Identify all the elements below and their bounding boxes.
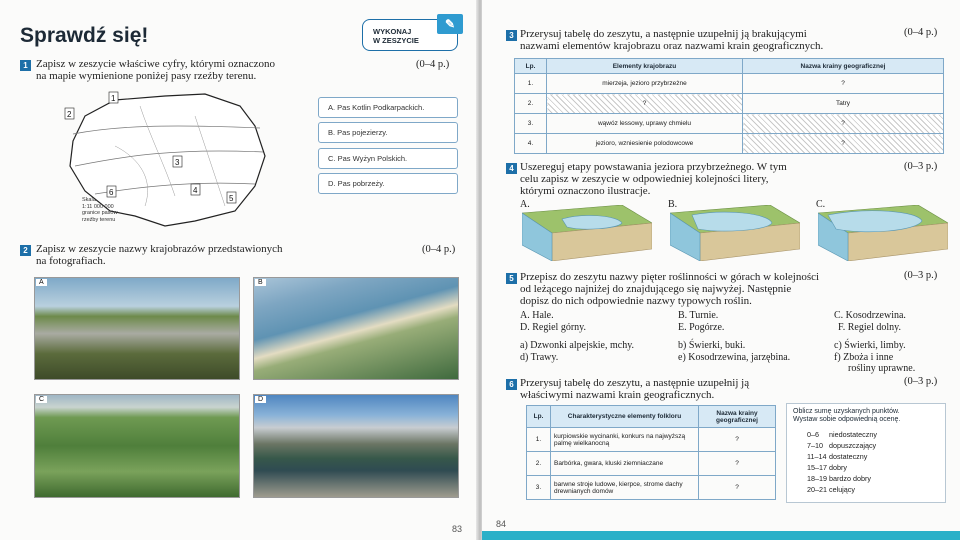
map-number-3: 3 <box>175 158 180 167</box>
table-row <box>515 94 944 114</box>
folklore-table <box>526 405 776 500</box>
task4-text-line3: którymi oznaczono ilustracje. <box>520 185 651 197</box>
table-row <box>515 74 944 94</box>
vegetation-floor-c: C. Kosodrzewina. <box>834 310 906 321</box>
task4-text-line2: celu zapisz w zeszycie w odpowiedniej kolejności litery, <box>520 173 769 185</box>
illustration-label-b: B. <box>668 199 678 210</box>
grade-row <box>807 474 871 483</box>
grade-range: 20–21 <box>807 485 827 494</box>
map-legend-line1: granice pasów <box>82 210 118 216</box>
coastal-lake-stage-b <box>670 205 800 261</box>
answer-box-b: B. Pas pojezierzy. <box>318 122 458 143</box>
scoring-title-line2: Wystaw sobie odpowiednią ocenę. <box>793 416 901 423</box>
map-scale-label: Skala <box>82 197 96 203</box>
photo-c <box>34 394 240 498</box>
page-number-right: 84 <box>496 519 507 529</box>
grade-row <box>807 452 867 461</box>
table-cell: 1. <box>515 74 547 94</box>
plant-option-e: e) Kosodrzewina, jarzębina. <box>678 352 791 363</box>
table-cell: Tatry <box>743 94 944 114</box>
task1-number: 1 <box>20 60 31 71</box>
grade-range: 18–19 <box>807 474 827 483</box>
plant-option-d: d) Trawy. <box>520 352 559 363</box>
map-number-1: 1 <box>111 94 116 103</box>
map-legend-line2: rzeźby terenu <box>82 216 116 223</box>
table-header: Lp. <box>515 59 547 74</box>
grade-row <box>807 441 876 450</box>
table-row <box>527 428 776 452</box>
task6-text-line1: Przerysuj tabelę do zeszytu, a następnie uzupełnij ją <box>520 377 750 389</box>
table-cell: barwne stroje ludowe, kierpce, strome dachy drewnianych domów <box>551 476 699 500</box>
grade-range: 11–14 <box>807 452 827 461</box>
scoring-box <box>786 403 946 503</box>
task4-points: (0–3 p.) <box>904 161 938 172</box>
table-cell: ? <box>699 428 776 452</box>
table-header: Nazwa krainy geograficznej <box>699 406 776 428</box>
task6-points: (0–3 p.) <box>904 376 938 387</box>
photo-b <box>253 277 459 380</box>
task4-number: 4 <box>506 163 517 174</box>
grade-name: celujący <box>829 485 855 494</box>
task6-number: 6 <box>506 379 517 390</box>
table-cell: ? <box>547 94 743 114</box>
map-number-6: 6 <box>109 188 114 197</box>
answer-box-c: C. Pas Wyżyn Polskich. <box>318 148 458 169</box>
map-legend <box>82 197 117 223</box>
table-cell: ? <box>743 114 944 134</box>
table-row <box>527 476 776 500</box>
notebook-badge <box>362 19 458 51</box>
grade-name: dobry <box>829 463 847 472</box>
answer-box-d: D. Pas pobrzeży. <box>318 173 458 194</box>
map-scale: 1:11 000 000 <box>82 203 114 210</box>
answer-box-a: A. Pas Kotlin Podkarpackich. <box>318 97 458 118</box>
table-cell: jezioro, wzniesienie polodowcowe <box>547 134 743 154</box>
plant-option-f-cont: rośliny uprawne. <box>848 363 916 374</box>
task3-text-line2: nazwami elementów krajobrazu oraz nazwami krain geograficznych. <box>520 40 824 52</box>
grade-name: bardzo dobry <box>829 474 871 483</box>
table-cell: 2. <box>527 452 551 476</box>
map-number-2: 2 <box>67 110 72 119</box>
coastal-lake-stage-a <box>522 205 652 261</box>
grade-range: 15–17 <box>807 463 827 472</box>
photo-label-b: B <box>255 279 266 286</box>
table-cell: kurpiowskie wycinanki, konkurs na najwyższą palmę wielkanocną <box>551 428 699 452</box>
table-cell: ? <box>699 452 776 476</box>
plant-option-b: b) Świerki, buki. <box>678 340 746 351</box>
table-cell: Barbórka, gwara, kluski ziemniaczane <box>551 452 699 476</box>
table-header: Elementy krajobrazu <box>547 59 743 74</box>
table-header: Lp. <box>527 406 551 428</box>
photo-label-d: D <box>255 396 266 403</box>
task3-text-line1: Przerysuj tabelę do zeszytu, a następnie uzupełnij ją brakującymi <box>520 28 807 40</box>
grade-row <box>807 485 855 494</box>
coastal-lake-stage-c <box>818 205 948 261</box>
page-footer-bar <box>482 531 960 540</box>
task6-text-line2: właściwymi nazwami krain geograficznych. <box>520 389 715 401</box>
task1-text-line1: Zapisz w zeszycie właściwe cyfry, którymi oznaczono <box>36 58 276 70</box>
notebook-badge-line1: WYKONAJ <box>373 27 412 36</box>
left-page <box>0 0 478 540</box>
notebook-pen-icon: ✎ <box>437 14 463 34</box>
map-number-4: 4 <box>193 186 198 195</box>
table-cell: ? <box>699 476 776 500</box>
task5-points: (0–3 p.) <box>904 270 938 281</box>
grade-range: 7–10 <box>807 441 823 450</box>
task5-number: 5 <box>506 273 517 284</box>
vegetation-floor-b: B. Turnie. <box>678 310 719 321</box>
task2-text-line1: Zapisz w zeszycie nazwy krajobrazów przedstawionych <box>36 243 283 255</box>
task1-text-line2: na mapie wymienione poniżej pasy rzeźby terenu. <box>36 70 257 82</box>
photo-label-c: C <box>36 396 47 403</box>
plant-option-c: c) Świerki, limby. <box>834 340 906 351</box>
photo-d <box>253 394 459 498</box>
table-row <box>515 134 944 154</box>
grade-name: dopuszczający <box>829 441 877 450</box>
table-header: Charakterystyczne elementy folkloru <box>551 406 699 428</box>
grade-row <box>807 463 847 472</box>
table-cell: 2. <box>515 94 547 114</box>
task3-points: (0–4 p.) <box>904 27 938 38</box>
table-row <box>515 114 944 134</box>
grade-range: 0–6 <box>807 430 819 439</box>
task1-points: (0–4 p.) <box>416 59 450 70</box>
table-cell: wąwóz lessowy, uprawy chmielu <box>547 114 743 134</box>
task2-text-line2: na fotografiach. <box>36 255 106 267</box>
table-cell: 1. <box>527 428 551 452</box>
table-cell: 4. <box>515 134 547 154</box>
page-number-left: 83 <box>452 524 463 534</box>
plant-option-f: f) Zboża i inne <box>834 352 894 363</box>
vegetation-floor-f: F. Regiel dolny. <box>838 322 901 333</box>
table-row <box>527 452 776 476</box>
task5-text-line1: Przepisz do zeszytu nazwy pięter roślinności w górach w kolejności <box>520 271 820 283</box>
map-number-5: 5 <box>229 194 234 203</box>
vegetation-floor-e: E. Pogórze. <box>678 322 725 333</box>
table-cell: mierzeja, jezioro przybrzeżne <box>547 74 743 94</box>
table-cell: ? <box>743 74 944 94</box>
task5-text-line2: od leżącego najniżej do znajdującego się najwyżej. Następnie <box>520 283 792 295</box>
table-cell: ? <box>743 134 944 154</box>
task2-points: (0–4 p.) <box>422 244 456 255</box>
vegetation-floor-d: D. Regiel górny. <box>520 322 587 333</box>
plant-option-a: a) Dzwonki alpejskie, mchy. <box>520 340 635 351</box>
task4-text-line1: Uszereguj etapy powstawania jeziora przybrzeżnego. W tym <box>520 161 787 173</box>
task2-number: 2 <box>20 245 31 256</box>
grade-name: niedostateczny <box>829 430 877 439</box>
task5-text-line3: dopisz do nich odpowiednie nazwy typowych roślin. <box>520 295 752 307</box>
table-cell: 3. <box>515 114 547 134</box>
illustration-label-a: A. <box>520 199 530 210</box>
photo-a <box>34 277 240 380</box>
photo-label-a: A <box>36 279 47 286</box>
scoring-title <box>793 408 900 424</box>
grade-name: dostateczny <box>829 452 868 461</box>
vegetation-floor-a: A. Hale. <box>520 310 554 321</box>
grade-row <box>807 430 877 439</box>
page-title: Sprawdź się! <box>20 24 149 47</box>
table-header: Nazwa krainy geograficznej <box>743 59 944 74</box>
scoring-title-line1: Oblicz sumę uzyskanych punktów. <box>793 408 900 415</box>
task3-number: 3 <box>506 30 517 41</box>
landscape-table <box>514 58 944 154</box>
illustration-label-c: C. <box>816 199 826 210</box>
table-cell: 3. <box>527 476 551 500</box>
notebook-badge-line2: W ZESZYCIE <box>373 36 419 45</box>
